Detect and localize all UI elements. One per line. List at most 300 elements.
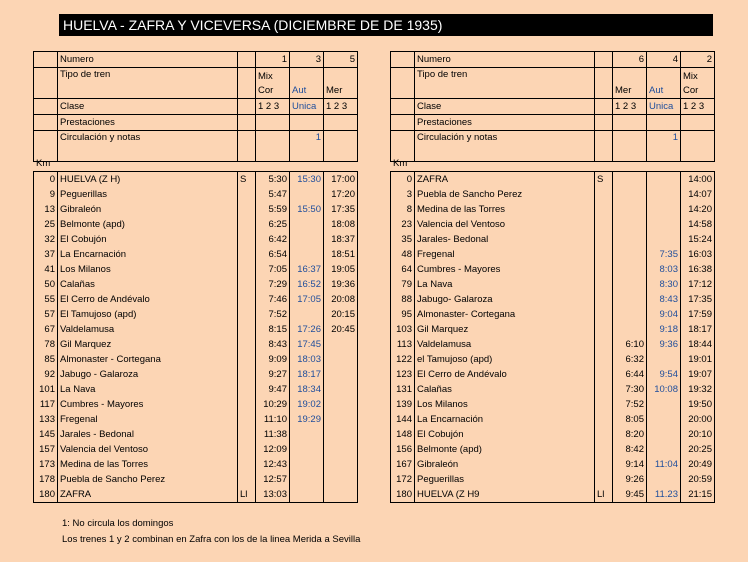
km-cell: 78: [34, 337, 58, 352]
time-cell: [290, 187, 324, 202]
flag-cell: [238, 427, 256, 442]
time-cell: 9:27: [256, 367, 290, 382]
table-row: [391, 307, 715, 322]
station-cell: Gil Marquez: [415, 322, 595, 337]
time-cell: 21:15: [681, 487, 715, 503]
time-cell: 14:00: [681, 172, 715, 188]
table-row: [391, 277, 715, 292]
time-cell: 20:08: [324, 292, 358, 307]
time-cell: [324, 337, 358, 352]
flag-cell: [595, 397, 613, 412]
station-cell: La Encarnación: [58, 247, 238, 262]
table-row: [391, 322, 715, 337]
time-cell: [324, 442, 358, 457]
time-cell: [290, 307, 324, 322]
time-cell: [647, 442, 681, 457]
km-cell: 139: [391, 397, 415, 412]
train-number: 4: [647, 52, 681, 68]
time-cell: [647, 412, 681, 427]
time-cell: 19:29: [290, 412, 324, 427]
time-cell: 6:25: [256, 217, 290, 232]
time-cell: [647, 187, 681, 202]
km-cell: 131: [391, 382, 415, 397]
km-cell: 85: [34, 352, 58, 367]
time-cell: 17:35: [324, 202, 358, 217]
time-cell: 14:07: [681, 187, 715, 202]
clase-label: Clase: [415, 99, 595, 115]
table-row: [34, 472, 358, 487]
station-cell: Gibraleón: [415, 457, 595, 472]
table-row: [34, 322, 358, 337]
flag-cell: [238, 277, 256, 292]
time-cell: 19:05: [324, 262, 358, 277]
flag-cell: Ll: [238, 487, 256, 503]
time-cell: 15:30: [290, 172, 324, 188]
time-cell: 5:47: [256, 187, 290, 202]
km-cell: 180: [34, 487, 58, 503]
time-cell: 18:34: [290, 382, 324, 397]
km-cell: 178: [34, 472, 58, 487]
flag-cell: [595, 307, 613, 322]
station-cell: Jarales- Bedonal: [415, 232, 595, 247]
time-cell: [613, 172, 647, 188]
time-cell: 20:49: [681, 457, 715, 472]
flag-cell: [238, 292, 256, 307]
station-cell: Jabugo - Galaroza: [58, 367, 238, 382]
station-cell: Almonaster - Cortegana: [58, 352, 238, 367]
table-row: [34, 412, 358, 427]
time-cell: 19:07: [681, 367, 715, 382]
km-cell: 25: [34, 217, 58, 232]
combination-note: Los trenes 1 y 2 combinan en Zafra con los de la linea Merida a Sevilla: [62, 534, 361, 545]
km-cell: 180: [391, 487, 415, 503]
time-cell: 12:57: [256, 472, 290, 487]
station-cell: La Encarnación: [415, 412, 595, 427]
station-cell: Almonaster- Cortegana: [415, 307, 595, 322]
time-cell: 20:00: [681, 412, 715, 427]
time-cell: [647, 427, 681, 442]
station-cell: Belmonte (apd): [58, 217, 238, 232]
station-cell: La Nava: [415, 277, 595, 292]
train-number: 3: [290, 52, 324, 68]
time-cell: 16:03: [681, 247, 715, 262]
km-cell: 79: [391, 277, 415, 292]
table-row: [34, 457, 358, 472]
station-cell: El Cerro de Andévalo: [58, 292, 238, 307]
flag-cell: [595, 442, 613, 457]
time-cell: 8:05: [613, 412, 647, 427]
time-cell: [613, 322, 647, 337]
time-cell: 9:47: [256, 382, 290, 397]
station-cell: Medina de las Torres: [58, 457, 238, 472]
station-cell: el Tamujoso (apd): [415, 352, 595, 367]
time-cell: 14:20: [681, 202, 715, 217]
table-row: [391, 442, 715, 457]
time-cell: 13:03: [256, 487, 290, 503]
flag-cell: [595, 187, 613, 202]
table-row: [391, 427, 715, 442]
table-row: [391, 202, 715, 217]
time-cell: [324, 397, 358, 412]
km-cell: 0: [34, 172, 58, 188]
time-cell: 6:10: [613, 337, 647, 352]
km-cell: 144: [391, 412, 415, 427]
station-cell: El Cobujón: [415, 427, 595, 442]
km-cell: 35: [391, 232, 415, 247]
station-cell: HUELVA (Z H9: [415, 487, 595, 503]
time-cell: [324, 487, 358, 503]
left-timetable: [33, 171, 358, 503]
time-cell: 7:05: [256, 262, 290, 277]
station-cell: Peguerillas: [58, 187, 238, 202]
km-cell: 133: [34, 412, 58, 427]
time-cell: 7:46: [256, 292, 290, 307]
time-cell: 20:15: [324, 307, 358, 322]
table-row: [34, 292, 358, 307]
time-cell: [324, 382, 358, 397]
flag-cell: [595, 322, 613, 337]
time-cell: 17:00: [324, 172, 358, 188]
km-cell: 9: [34, 187, 58, 202]
km-cell: 50: [34, 277, 58, 292]
prestaciones-label: Prestaciones: [58, 115, 238, 131]
train-number: 5: [324, 52, 358, 68]
table-row: [391, 352, 715, 367]
time-cell: 9:54: [647, 367, 681, 382]
km-cell: 88: [391, 292, 415, 307]
tipo-label: Tipo de tren: [415, 68, 595, 99]
flag-cell: [595, 292, 613, 307]
time-cell: 10:29: [256, 397, 290, 412]
station-cell: El Cobujón: [58, 232, 238, 247]
table-row: [34, 382, 358, 397]
flag-cell: [238, 322, 256, 337]
time-cell: 6:42: [256, 232, 290, 247]
station-cell: Los Milanos: [58, 262, 238, 277]
km-cell: 156: [391, 442, 415, 457]
km-cell: 23: [391, 217, 415, 232]
time-cell: 16:52: [290, 277, 324, 292]
time-cell: [613, 277, 647, 292]
time-cell: 11:10: [256, 412, 290, 427]
time-cell: 12:09: [256, 442, 290, 457]
numero-label: Numero: [58, 52, 238, 68]
right-timetable: [390, 171, 715, 503]
table-row: [34, 262, 358, 277]
km-cell: 0: [391, 172, 415, 188]
km-cell: 64: [391, 262, 415, 277]
km-cell: 48: [391, 247, 415, 262]
table-row: [34, 202, 358, 217]
time-cell: 17:26: [290, 322, 324, 337]
flag-cell: [595, 247, 613, 262]
station-cell: HUELVA (Z H): [58, 172, 238, 188]
time-cell: [324, 427, 358, 442]
numero-label: Numero: [415, 52, 595, 68]
station-cell: El Tamujoso (apd): [58, 307, 238, 322]
station-cell: La Nava: [58, 382, 238, 397]
km-label: Km: [393, 158, 408, 169]
time-cell: [290, 487, 324, 503]
table-row: [34, 307, 358, 322]
table-row: [391, 292, 715, 307]
table-row: [34, 172, 358, 188]
time-cell: [290, 232, 324, 247]
circulacion-label: Circulación y notas: [415, 131, 595, 162]
flag-cell: [595, 367, 613, 382]
km-cell: 148: [391, 427, 415, 442]
time-cell: [290, 217, 324, 232]
km-cell: 157: [34, 442, 58, 457]
flag-cell: Ll: [595, 487, 613, 503]
flag-cell: [595, 262, 613, 277]
km-cell: 13: [34, 202, 58, 217]
flag-cell: [238, 442, 256, 457]
time-cell: 20:25: [681, 442, 715, 457]
station-cell: Valdelamusa: [58, 322, 238, 337]
table-row: [391, 187, 715, 202]
time-cell: 18:17: [681, 322, 715, 337]
time-cell: 19:02: [290, 397, 324, 412]
time-cell: 7:35: [647, 247, 681, 262]
train-class: 1 2 3: [681, 99, 715, 115]
table-row: [34, 487, 358, 503]
time-cell: [324, 367, 358, 382]
time-cell: 7:52: [613, 397, 647, 412]
station-cell: Gibraleón: [58, 202, 238, 217]
time-cell: [324, 472, 358, 487]
time-cell: [647, 172, 681, 188]
prestaciones-label: Prestaciones: [415, 115, 595, 131]
flag-cell: [595, 217, 613, 232]
table-row: [34, 217, 358, 232]
table-row: [391, 367, 715, 382]
time-cell: [647, 397, 681, 412]
time-cell: 17:20: [324, 187, 358, 202]
time-cell: 8:15: [256, 322, 290, 337]
km-cell: 103: [391, 322, 415, 337]
train-type: Mer: [324, 68, 358, 99]
station-cell: Jarales - Bedonal: [58, 427, 238, 442]
time-cell: [290, 427, 324, 442]
station-cell: Jabugo- Galaroza: [415, 292, 595, 307]
table-row: [34, 337, 358, 352]
time-cell: 11:04: [647, 457, 681, 472]
page-title: HUELVA - ZAFRA Y VICEVERSA (DICIEMBRE DE DE 1935): [59, 14, 713, 36]
flag-cell: [595, 382, 613, 397]
km-cell: 173: [34, 457, 58, 472]
time-cell: 19:01: [681, 352, 715, 367]
train-note: 1: [647, 131, 681, 162]
flag-cell: [238, 247, 256, 262]
flag-cell: [595, 232, 613, 247]
train-number: 2: [681, 52, 715, 68]
table-row: [391, 232, 715, 247]
table-row: [34, 352, 358, 367]
time-cell: 17:35: [681, 292, 715, 307]
station-cell: Fregenal: [58, 412, 238, 427]
time-cell: [613, 307, 647, 322]
time-cell: [324, 352, 358, 367]
km-cell: 92: [34, 367, 58, 382]
time-cell: 9:14: [613, 457, 647, 472]
time-cell: 16:38: [681, 262, 715, 277]
time-cell: [647, 217, 681, 232]
time-cell: 17:45: [290, 337, 324, 352]
km-label: Km: [36, 158, 51, 169]
table-row: [34, 187, 358, 202]
flag-cell: [595, 277, 613, 292]
train-type: Aut: [290, 68, 324, 99]
km-cell: 3: [391, 187, 415, 202]
time-cell: [324, 412, 358, 427]
time-cell: 5:30: [256, 172, 290, 188]
station-cell: Valdelamusa: [415, 337, 595, 352]
flag-cell: [595, 412, 613, 427]
flag-cell: [595, 427, 613, 442]
time-cell: [613, 292, 647, 307]
train-type: Mix Cor: [681, 68, 715, 99]
time-cell: 17:59: [681, 307, 715, 322]
clase-label: Clase: [58, 99, 238, 115]
station-cell: Valencia del Ventoso: [415, 217, 595, 232]
time-cell: [613, 202, 647, 217]
table-row: [34, 427, 358, 442]
table-row: [391, 397, 715, 412]
time-cell: 12:43: [256, 457, 290, 472]
table-row: [391, 172, 715, 188]
time-cell: [647, 232, 681, 247]
km-cell: 172: [391, 472, 415, 487]
station-cell: Cumbres - Mayores: [415, 262, 595, 277]
time-cell: 19:32: [681, 382, 715, 397]
time-cell: 20:59: [681, 472, 715, 487]
table-row: [391, 217, 715, 232]
flag-cell: [238, 232, 256, 247]
time-cell: [613, 262, 647, 277]
time-cell: [290, 247, 324, 262]
train-number: 1: [256, 52, 290, 68]
time-cell: 18:51: [324, 247, 358, 262]
time-cell: 15:50: [290, 202, 324, 217]
flag-cell: [595, 352, 613, 367]
time-cell: 19:50: [681, 397, 715, 412]
table-row: [391, 382, 715, 397]
train-number: 6: [613, 52, 647, 68]
time-cell: 8:20: [613, 427, 647, 442]
time-cell: 11:38: [256, 427, 290, 442]
time-cell: 20:10: [681, 427, 715, 442]
flag-cell: [595, 337, 613, 352]
time-cell: 8:30: [647, 277, 681, 292]
time-cell: 17:05: [290, 292, 324, 307]
flag-cell: S: [238, 172, 256, 188]
km-cell: 67: [34, 322, 58, 337]
flag-cell: [238, 262, 256, 277]
time-cell: 10:08: [647, 382, 681, 397]
train-class: 1 2 3: [613, 99, 647, 115]
km-cell: 145: [34, 427, 58, 442]
time-cell: 9:45: [613, 487, 647, 503]
footnote: 1: No circula los domingos: [62, 518, 174, 529]
flag-cell: [238, 307, 256, 322]
time-cell: [324, 457, 358, 472]
flag-cell: [238, 352, 256, 367]
time-cell: 16:37: [290, 262, 324, 277]
station-cell: Cumbres - Mayores: [58, 397, 238, 412]
time-cell: [290, 442, 324, 457]
time-cell: [613, 232, 647, 247]
time-cell: 18:44: [681, 337, 715, 352]
flag-cell: [238, 367, 256, 382]
km-cell: 123: [391, 367, 415, 382]
time-cell: 19:36: [324, 277, 358, 292]
flag-cell: [238, 472, 256, 487]
time-cell: 15:24: [681, 232, 715, 247]
tipo-label: Tipo de tren: [58, 68, 238, 99]
km-cell: 37: [34, 247, 58, 262]
km-cell: 95: [391, 307, 415, 322]
station-cell: ZAFRA: [58, 487, 238, 503]
flag-cell: [238, 202, 256, 217]
time-cell: 14:58: [681, 217, 715, 232]
train-type: Mix Cor: [256, 68, 290, 99]
station-cell: Puebla de Sancho Perez: [415, 187, 595, 202]
table-row: [391, 487, 715, 503]
flag-cell: S: [595, 172, 613, 188]
table-row: [34, 442, 358, 457]
station-cell: Calañas: [415, 382, 595, 397]
time-cell: 6:54: [256, 247, 290, 262]
table-row: [34, 397, 358, 412]
time-cell: 6:44: [613, 367, 647, 382]
table-row: [34, 277, 358, 292]
flag-cell: [595, 472, 613, 487]
time-cell: 9:18: [647, 322, 681, 337]
flag-cell: [238, 457, 256, 472]
station-cell: Belmonte (apd): [415, 442, 595, 457]
time-cell: [290, 472, 324, 487]
time-cell: [290, 457, 324, 472]
time-cell: 18:03: [290, 352, 324, 367]
time-cell: 18:17: [290, 367, 324, 382]
time-cell: 9:09: [256, 352, 290, 367]
flag-cell: [238, 412, 256, 427]
table-row: [391, 412, 715, 427]
km-cell: 167: [391, 457, 415, 472]
time-cell: [647, 352, 681, 367]
flag-cell: [238, 217, 256, 232]
station-cell: Los Milanos: [415, 397, 595, 412]
time-cell: 18:08: [324, 217, 358, 232]
train-class: 1 2 3: [324, 99, 358, 115]
time-cell: 8:03: [647, 262, 681, 277]
left-header-table: [33, 51, 358, 162]
flag-cell: [238, 397, 256, 412]
table-row: [391, 457, 715, 472]
table-row: [391, 337, 715, 352]
time-cell: 17:12: [681, 277, 715, 292]
station-cell: Calañas: [58, 277, 238, 292]
station-cell: Medina de las Torres: [415, 202, 595, 217]
station-cell: El Cerro de Andévalo: [415, 367, 595, 382]
station-cell: Peguerillas: [415, 472, 595, 487]
flag-cell: [238, 382, 256, 397]
time-cell: [613, 247, 647, 262]
time-cell: [647, 202, 681, 217]
time-cell: 7:52: [256, 307, 290, 322]
time-cell: 5:59: [256, 202, 290, 217]
